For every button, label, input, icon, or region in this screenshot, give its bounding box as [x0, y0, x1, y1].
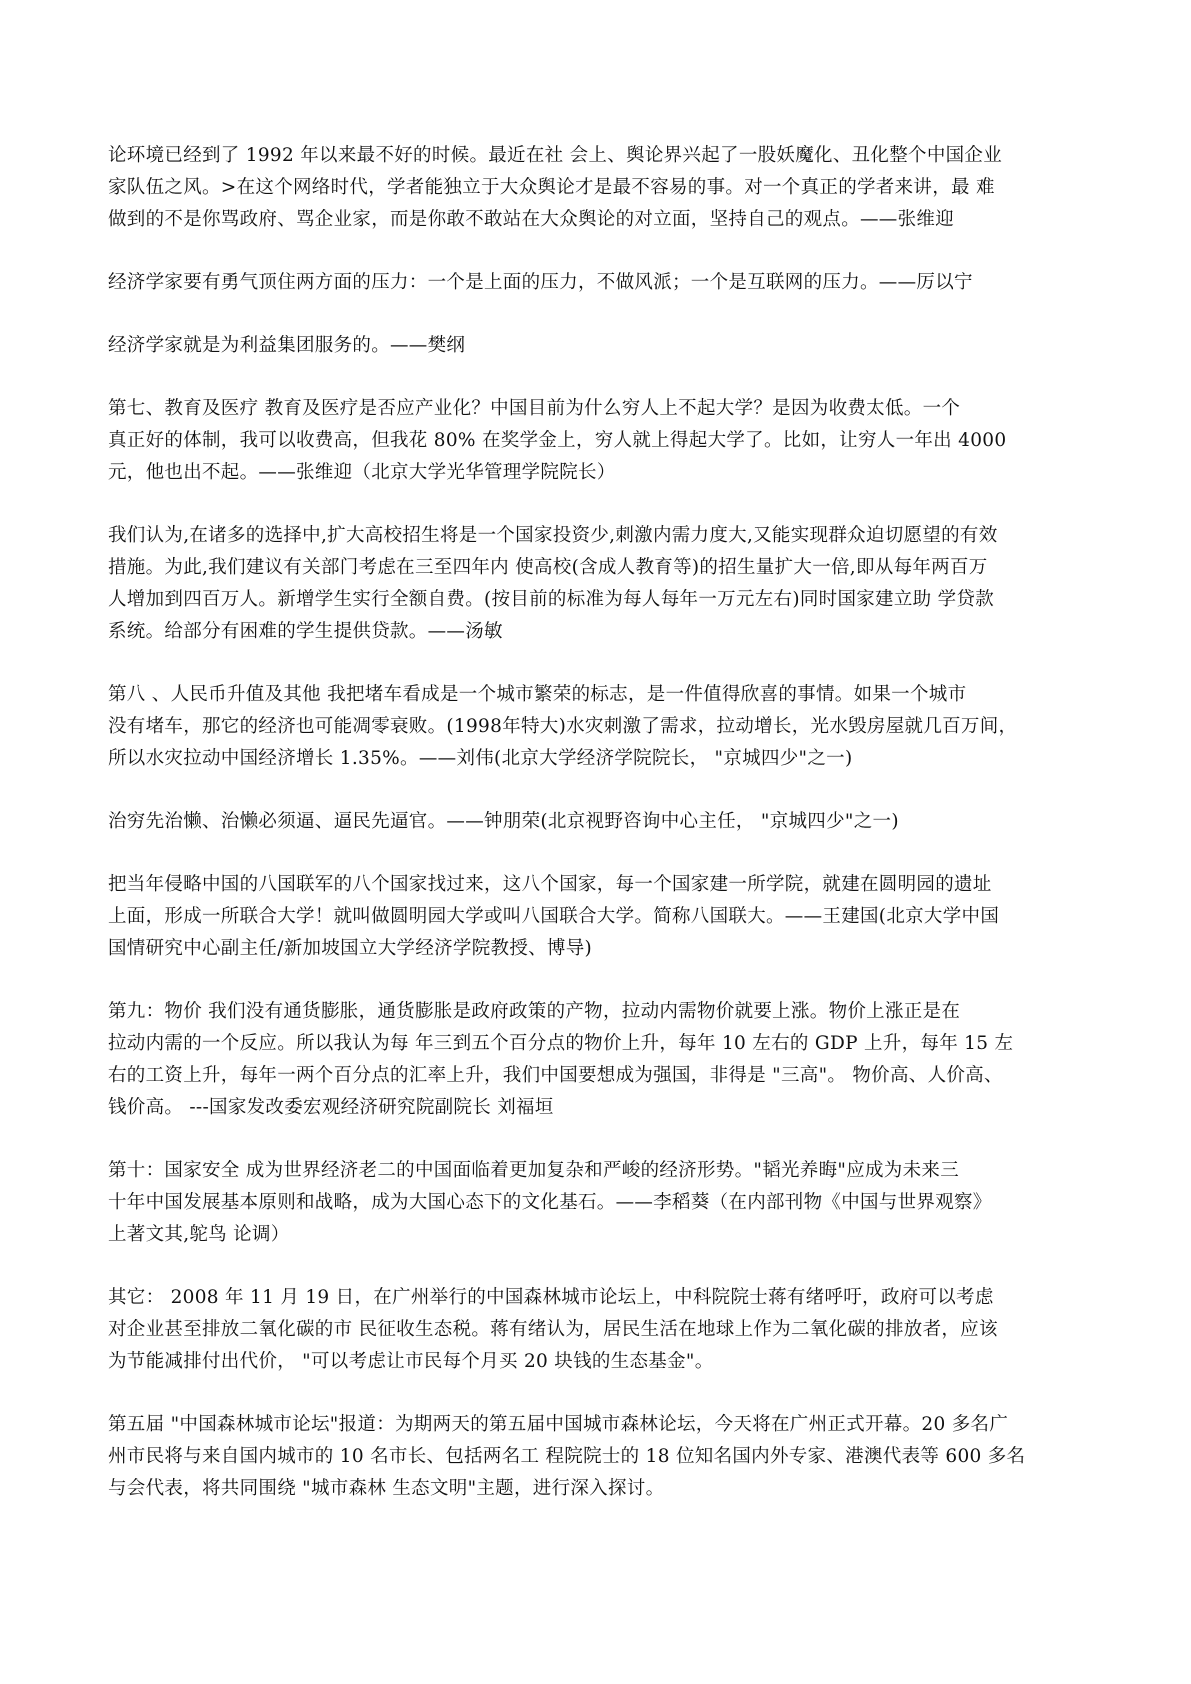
text-line: 为节能减排付出代价， "可以考虑让市民每个月买 20 块钱的生态基金"。 — [108, 1351, 714, 1372]
text-line: 没有堵车，那它的经济也可能凋零衰败。(1998年特大)水灾刺激了需求，拉动增长，光水毁房屋就几百万间， — [108, 716, 1018, 737]
text-line: 与会代表，将共同围绕 "城市森林 生态文明"主题，进行深入探讨。 — [108, 1478, 665, 1499]
text-line: 国情研究中心副主任/新加坡国立大学经济学院教授、博导) — [108, 938, 593, 959]
text-line: 经济学家就是为利益集团服务的。——樊纲 — [108, 335, 466, 356]
text-line: 右的工资上升，每年一两个百分点的汇率上升，我们中国要想成为强国，非得是 "三高"。 物价高、人价高、 — [108, 1065, 1003, 1086]
paragraph — [108, 267, 1094, 299]
text-line: 把当年侵略中国的八国联军的八个国家找过来，这八个国家，每一个国家建一所学院，就建在圆明园的遗址 — [108, 874, 992, 895]
text-line: 十年中国发展基本原则和战略，成为大国心态下的文化基石。——李稻葵（在内部刊物《中国与世界观察》 — [108, 1192, 992, 1213]
text-line: 第七、教育及医疗 教育及医疗是否应产业化？中国目前为什么穷人上不起大学？是因为收费太低。一个 — [108, 398, 961, 419]
paragraph — [108, 140, 1094, 236]
text-line: 上面，形成一所联合大学！就叫做圆明园大学或叫八国联合大学。简称八国联大。——王建国(北京大学中国 — [108, 906, 1000, 927]
paragraph — [108, 520, 1094, 648]
text-line: 经济学家要有勇气顶住两方面的压力：一个是上面的压力，不做风派；一个是互联网的压力。——厉以宁 — [108, 272, 973, 293]
paragraph — [108, 679, 1094, 775]
text-line: 上著文其,鸵鸟 论调） — [108, 1224, 290, 1245]
text-line: 我们认为,在诸多的选择中,扩大高校招生将是一个国家投资少,刺激内需力度大,又能实现群众迫切愿望的有效 — [108, 525, 998, 546]
text-line: 家队伍之风。>在这个网络时代，学者能独立于大众舆论才是最不容易的事。对一个真正的学者来讲，最 难 — [108, 177, 995, 198]
paragraph — [108, 393, 1094, 489]
paragraph — [108, 806, 1094, 838]
text-line: 钱价高。 ---国家发改委宏观经济研究院副院长 刘福垣 — [108, 1097, 554, 1118]
text-line: 人增加到四百万人。新增学生实行全额自费。(按目前的标准为每人每年一万元左右)同时国家建立助 学贷款 — [108, 589, 995, 610]
text-line: 措施。为此,我们建议有关部门考虑在三至四年内 使高校(含成人教育等)的招生量扩大一倍,即从每年两百万 — [108, 557, 988, 578]
text-line: 第八 、人民币升值及其他 我把堵车看成是一个城市繁荣的标志，是一件值得欣喜的事情。如果一个城市 — [108, 684, 967, 705]
text-line: 对企业甚至排放二氧化碳的市 民征收生态税。蒋有绪认为，居民生活在地球上作为二氧化碳的排放者，应该 — [108, 1319, 998, 1340]
text-line: 第五届 "中国森林城市论坛"报道：为期两天的第五届中国城市森林论坛，今天将在广州正式开幕。20 多名广 — [108, 1414, 1009, 1435]
text-line: 真正好的体制，我可以收费高，但我花 80% 在奖学金上，穷人就上得起大学了。比如，让穷人一年出 4000 — [108, 430, 1007, 451]
text-line: 拉动内需的一个反应。所以我认为每 年三到五个百分点的物价上升，每年 10 左右的 GDP 上升，每年 15 左 — [108, 1033, 1014, 1054]
paragraph — [108, 330, 1094, 362]
text-line: 治穷先治懒、治懒必须逼、逼民先逼官。——钟朋荣(北京视野咨询中心主任， "京城四少"之一) — [108, 811, 899, 832]
text-line: 州市民将与来自国内城市的 10 名市长、包括两名工 程院院士的 18 位知名国内外专家、港澳代表等 600 多名 — [108, 1446, 1026, 1467]
text-line: 元，他也出不起。——张维迎（北京大学光华管理学院院长） — [108, 462, 616, 483]
paragraph — [108, 996, 1094, 1124]
text-line: 第九：物价 我们没有通货膨胀，通货膨胀是政府政策的产物，拉动内需物价就要上涨。物价上涨正是在 — [108, 1001, 961, 1022]
text-line: 系统。给部分有困难的学生提供贷款。——汤敏 — [108, 621, 503, 642]
paragraph — [108, 1409, 1094, 1505]
text-line: 做到的不是你骂政府、骂企业家，而是你敢不敢站在大众舆论的对立面，坚持自己的观点。——张维迎 — [108, 209, 955, 230]
text-line: 其它： 2008 年 11 月 19 日，在广州举行的中国森林城市论坛上，中科院院士蒋有绪呼吁，政府可以考虑 — [108, 1287, 994, 1308]
paragraph — [108, 1282, 1094, 1378]
text-line: 论环境已经到了 1992 年以来最不好的时候。最近在社 会上、舆论界兴起了一股妖魔化、丑化整个中国企业 — [108, 145, 1003, 166]
paragraph — [108, 1155, 1094, 1251]
document-body — [108, 140, 1094, 1536]
text-line: 所以水灾拉动中国经济增长 1.35%。——刘伟(北京大学经济学院院长， "京城四少"之一) — [108, 748, 853, 769]
text-line: 第十：国家安全 成为世界经济老二的中国面临着更加复杂和严峻的经济形势。"韬光养晦"应成为未来三 — [108, 1160, 960, 1181]
paragraph — [108, 869, 1094, 965]
